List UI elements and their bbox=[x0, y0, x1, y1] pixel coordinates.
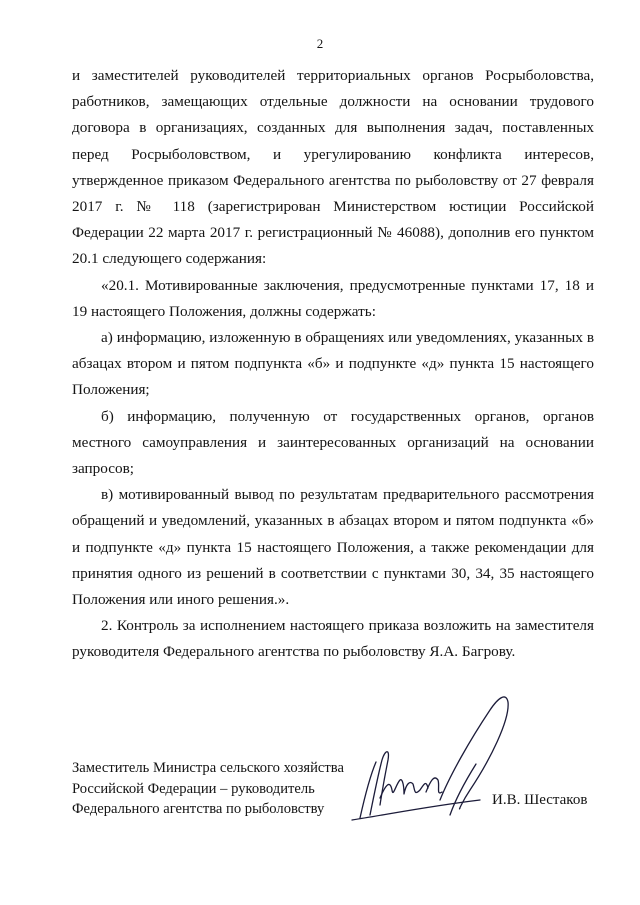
paragraph-item-v: в) мотивированный вывод по результатам предварительного рассмотрения обращений и уведомлений, указанных в абзацах втором и пятом подпункта «б» и подпункте «д» пункта 15 настоящего Положения, а также рекомендации для принятия одного из решений в соответствии с пунктами 30, 34, 35 настоящего Положения или иного решения.». bbox=[72, 486, 594, 609]
paragraph-item-b: б) информацию, полученную от государственных органов, органов местного самоуправления и заинтересованных организаций на основании запросов; bbox=[72, 407, 594, 478]
paragraph-item-a: а) информацию, изложенную в обращениях или уведомлениях, указанных в абзацах втором и пятом подпункта «б» и подпункте «д» пункта 15 настоящего Положения; bbox=[72, 329, 594, 399]
signer-position-line: Заместитель Министра сельского хозяйства bbox=[72, 760, 344, 776]
signer-position bbox=[72, 758, 352, 820]
signer-position-line: Федерального агентства по рыболовству bbox=[72, 801, 325, 817]
signer-position-line: Российской Федерации – руководитель bbox=[72, 780, 315, 797]
document-body bbox=[72, 63, 594, 666]
page-number: 2 bbox=[316, 36, 324, 51]
paragraph-intro: и заместителей руководителей территориальных органов Росрыболовства, работников, замещающих отдельные должности на основании трудового договора в организациях, созданных для выполнения задач, поставленных перед Росрыболовством, и урегулированию конфликта интересов, утвержденное приказом Федерального агентства по рыболовству от 27 февраля 2017 г. № 118 (зарегистрирован Министерством юстиции Российской Федерации 22 марта 2017 г. регистрационный № 46088), дополнив его пунктом 20.1 следующего содержания: bbox=[72, 67, 594, 268]
paragraph-20-1: «20.1. Мотивированные заключения, предусмотренные пунктами 17, 18 и 19 настоящего Положения, должны содержать: bbox=[72, 276, 594, 320]
paragraph-control: 2. Контроль за исполнением настоящего приказа возложить на заместителя руководителя Федерального агентства по рыболовству Я.А. Багрову. bbox=[72, 617, 594, 661]
signer-name: И.В. Шестаков bbox=[492, 792, 588, 808]
